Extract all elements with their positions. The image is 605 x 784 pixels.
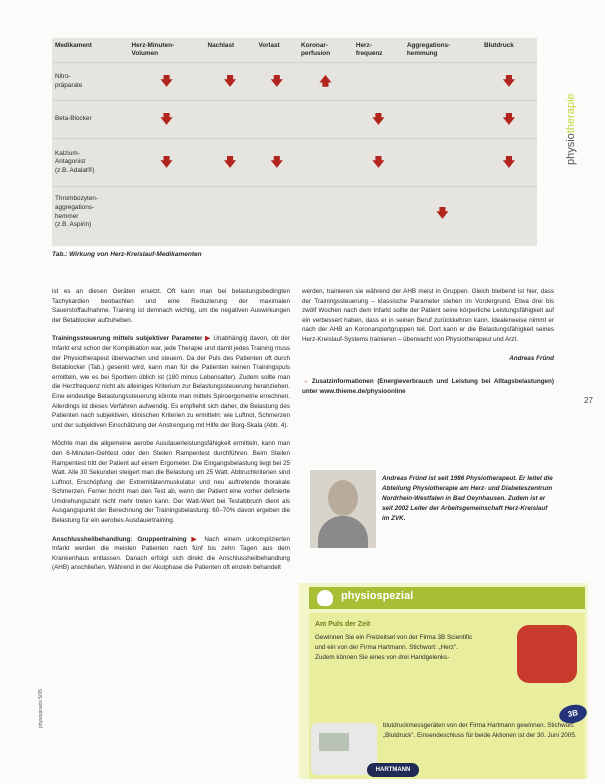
author-photo <box>310 470 376 548</box>
paragraph <box>52 535 290 573</box>
table-row <box>52 101 537 139</box>
drug-table <box>52 38 537 239</box>
subheading <box>52 335 211 342</box>
hand-icon <box>317 590 333 606</box>
arrow-down-icon: 🡇 <box>353 101 404 139</box>
arrow-down-icon: 🡇 <box>404 187 481 239</box>
table-row <box>52 63 537 101</box>
subheading <box>52 536 199 543</box>
author-name: Andreas Fründ <box>509 354 554 362</box>
empty-cell <box>404 139 481 187</box>
arrow-down-icon: 🡇 <box>481 139 537 187</box>
triangle-icon: ▶ <box>191 535 200 543</box>
empty-cell <box>298 187 353 239</box>
arrow-down-icon: 🡇 <box>205 63 256 101</box>
empty-cell <box>298 101 353 139</box>
paragraph-text: Unabhängig davon, ob der Infarkt erst schon der Komplikation war, jede Therapie und damit jedes Training muss der Physiotherapeut überwachen und steuern. Da der Puls des Patienten oft durch Betablocker (Tab.) gesenkt wird, kann man für die Patienten keinen Trainingspuls ermitteln, wie es bei Sportlern üblich ist (180 minus Lebensalter). Zudem sollte man die Herzfrequenz nicht als alleiniges Kriterium zur Belastungssteuerung heranziehen. Eine eindeutige Belastungssteuerung könnte man mittels Spiroergometrie errechnen. Allerdings ist dieses Verfahren aufwendig. Es empfiehlt sich daher, die Belastung des Patienten nach subjektiven, klinischen Kriterien zu ermitteln: wie Luftnot, Schmerzen und der subjektiven Einschätzung der Anstrengung mit Hilfe der Borg-Skala (Abb. 4). <box>52 335 291 429</box>
paragraph <box>52 334 290 430</box>
right-column <box>302 287 554 405</box>
empty-cell <box>353 187 404 239</box>
arrow-down-icon: 🡇 <box>256 139 299 187</box>
left-column <box>52 287 290 582</box>
section-tag-part1: physio <box>565 133 577 165</box>
contest-text: Gewinnen Sie ein Freizeitset von der Firma 3B Scientific und ein von der Firma Hartmann. Stichwort: „Herz”. Zudem können Sie eines von drei Handgelenks- <box>315 634 473 661</box>
drug-name-cell: Beta-Blocker <box>52 101 129 139</box>
empty-cell <box>404 63 481 101</box>
paragraph: ist es an diesen Geräten ersetzt. Oft kann man bei belastungsbedingten Tachykardien beobachten und eine Reduzierung der maximalen Sauerstoffaufnahme. Training ist demnach wichtig, um die negativen Auswirkungen der Betablocker aufzuheben. <box>52 288 290 324</box>
empty-cell <box>129 187 205 239</box>
drug-name-cell: Thrombozyten- aggregations- hemmer (z.B. Aspirin) <box>52 187 129 239</box>
empty-cell <box>205 101 256 139</box>
monitor-screen <box>319 733 349 751</box>
empty-cell <box>205 187 256 239</box>
arrow-down-icon: 🡇 <box>353 139 404 187</box>
author-photo-head <box>328 480 358 516</box>
page-number: 27 <box>584 396 593 405</box>
paragraph-text: Nach einem unkomplizierten Infarkt werden die meisten Patienten nach fünf bis zehn Tagen aus dem Krankenhaus entlassen. Danach erfolgt sich direkt die Anschlussheilbehandlung (AHB) anschließen. Während in der Akutphase die Patienten oft einzeln behandelt <box>52 535 290 572</box>
empty-cell <box>298 139 353 187</box>
table-header-cell: Herz- frequenz <box>355 42 383 57</box>
table-header-cell: Herz-Minuten- Volumen <box>131 42 175 57</box>
journal-footer: physiopraxis 5/05 <box>38 689 44 728</box>
table-header-cell: Nachlast <box>207 42 235 49</box>
info-link-text[interactable]: Zusatzinformationen (Energieverbrauch und Leistung bei Alltagsbelastungen) unter www.thieme.de/physioonline <box>302 378 554 395</box>
empty-cell <box>256 187 299 239</box>
empty-cell <box>256 101 299 139</box>
subheading-text: Anschlussheilbehandlung: Gruppentraining <box>52 535 187 543</box>
subheading-text: Trainingssteuerung mittels subjektiver Parameter <box>52 335 203 343</box>
arrow-down-icon: 🡇 <box>481 101 537 139</box>
table-header-cell: Blutdruck <box>483 42 514 49</box>
hartmann-logo: HARTMANN <box>367 763 419 777</box>
table-header-row <box>52 38 537 63</box>
arrow-down-icon: 🡇 <box>129 63 205 101</box>
physiospezial-title: physiospezial <box>341 590 414 602</box>
drug-name-cell: Kalzium- Antagonist (z.B. Adalat®) <box>52 139 129 187</box>
table-body <box>52 63 537 239</box>
arrow-down-icon: 🡇 <box>129 139 205 187</box>
table-caption: Tab.: Wirkung von Herz-Kreislauf-Medikamenten <box>52 251 202 258</box>
arrow-down-icon: 🡇 <box>256 63 299 101</box>
empty-cell <box>353 63 404 101</box>
arrow-down-icon: 🡇 <box>481 63 537 101</box>
table-row <box>52 139 537 187</box>
physiospezial-body <box>309 613 585 779</box>
prize-heart-model-image <box>517 625 577 683</box>
contest-headline: Am Puls der Zeit <box>315 621 371 628</box>
author-bio-text: Andreas Fründ ist seit 1986 Physiotherapeut. Er leitet die Abteilung Physiotherapie am Herz- und Diabeteszentrum Nordrhein-Westfalen in Bad Oeynhausen. Zudem ist er seit 2002 Leiter der Arbeitsgemeinschaft Herz-Kreislauf im ZVK. <box>382 475 553 522</box>
info-link[interactable] <box>302 377 554 396</box>
table-row <box>52 187 537 239</box>
contest-text-2: blutdruckmessgeräten von der Firma Hartmann gewinnen. Stichwort: „Blutdruck”. Einsendeschluss für beide Aktionen ist der 30. Juni 2005. <box>383 722 577 739</box>
arrow-icon: → <box>302 378 312 386</box>
table-header-cell: Koronar- perfusion <box>301 42 331 57</box>
arrow-up-icon: 🡅 <box>298 63 353 101</box>
author-bio <box>310 470 555 550</box>
author-photo-body <box>318 516 368 548</box>
arrow-down-icon: 🡇 <box>129 101 205 139</box>
paragraph: Möchte man die allgemeine aerobe Ausdauerleistungsfähigkeit ermitteln, kann man den 6-Minuten-Gehtest oder den Steilen Rampentest durchführen. Beim Steilen Rampentest tritt der Patient auf einem Ergometer. Die Eingangsbelastung liegt bei 25 Watt. Alle 30 Sekunden steigert man die Belastung um 25 Watt. Abbruchkriterien sind Luftnot, Erschöpfung der Extremitätenmuskulatur und neu auftretende thorakale Schmerzen. Ferner bricht man den Test ab, wenn der Patient eine vorher definierte Umdrehungszahl nicht mehr treten kann. Der Watt-Wert bei Testabbruch dient als Ausgangspunkt der Berechnung der Trainingsbelastung: 60–70% davon ergeben die Belastung für ein aerobes Ausdauertraining. <box>52 440 290 525</box>
drug-name-cell: Nitro- präparate <box>52 63 129 101</box>
table-header-cell: Aggregations- hemmung <box>406 42 451 57</box>
physiospezial-header <box>309 587 585 609</box>
arrow-down-icon: 🡇 <box>205 139 256 187</box>
table-header-cell: Vorlast <box>258 42 280 49</box>
drug-effects-table <box>52 38 537 246</box>
empty-cell <box>404 101 481 139</box>
section-tag <box>565 95 579 165</box>
paragraph: werden, trainieren sie während der AHB meist in Gruppen. Gleich bleibend ist hier, dass der Trainingssteuerung – klassische Parameter stehen im Vordergrund. Etwa drei bis zwölf Wochen nach dem Infarkt sollte der Patient seine körperliche Leistungsfähigkeit auf ein verbessert haben, dass er in seinen Beruf zurückkehren kann. Idealerweise nimmt er nach der AHB an Koronarsportgruppen teil. Dort kann er die Belastungsfähigkeit seines Herz-Kreislauf-Systems trainieren – überwacht von Physiotherapeut und Arzt. <box>302 288 554 343</box>
table-header-cell: Medikament <box>55 42 92 49</box>
empty-cell <box>481 187 537 239</box>
physiospezial-box <box>299 583 588 779</box>
3b-scientific-logo: 3B <box>557 702 588 725</box>
section-tag-part2: therapie <box>565 93 577 134</box>
triangle-icon: ▶ <box>205 335 211 343</box>
